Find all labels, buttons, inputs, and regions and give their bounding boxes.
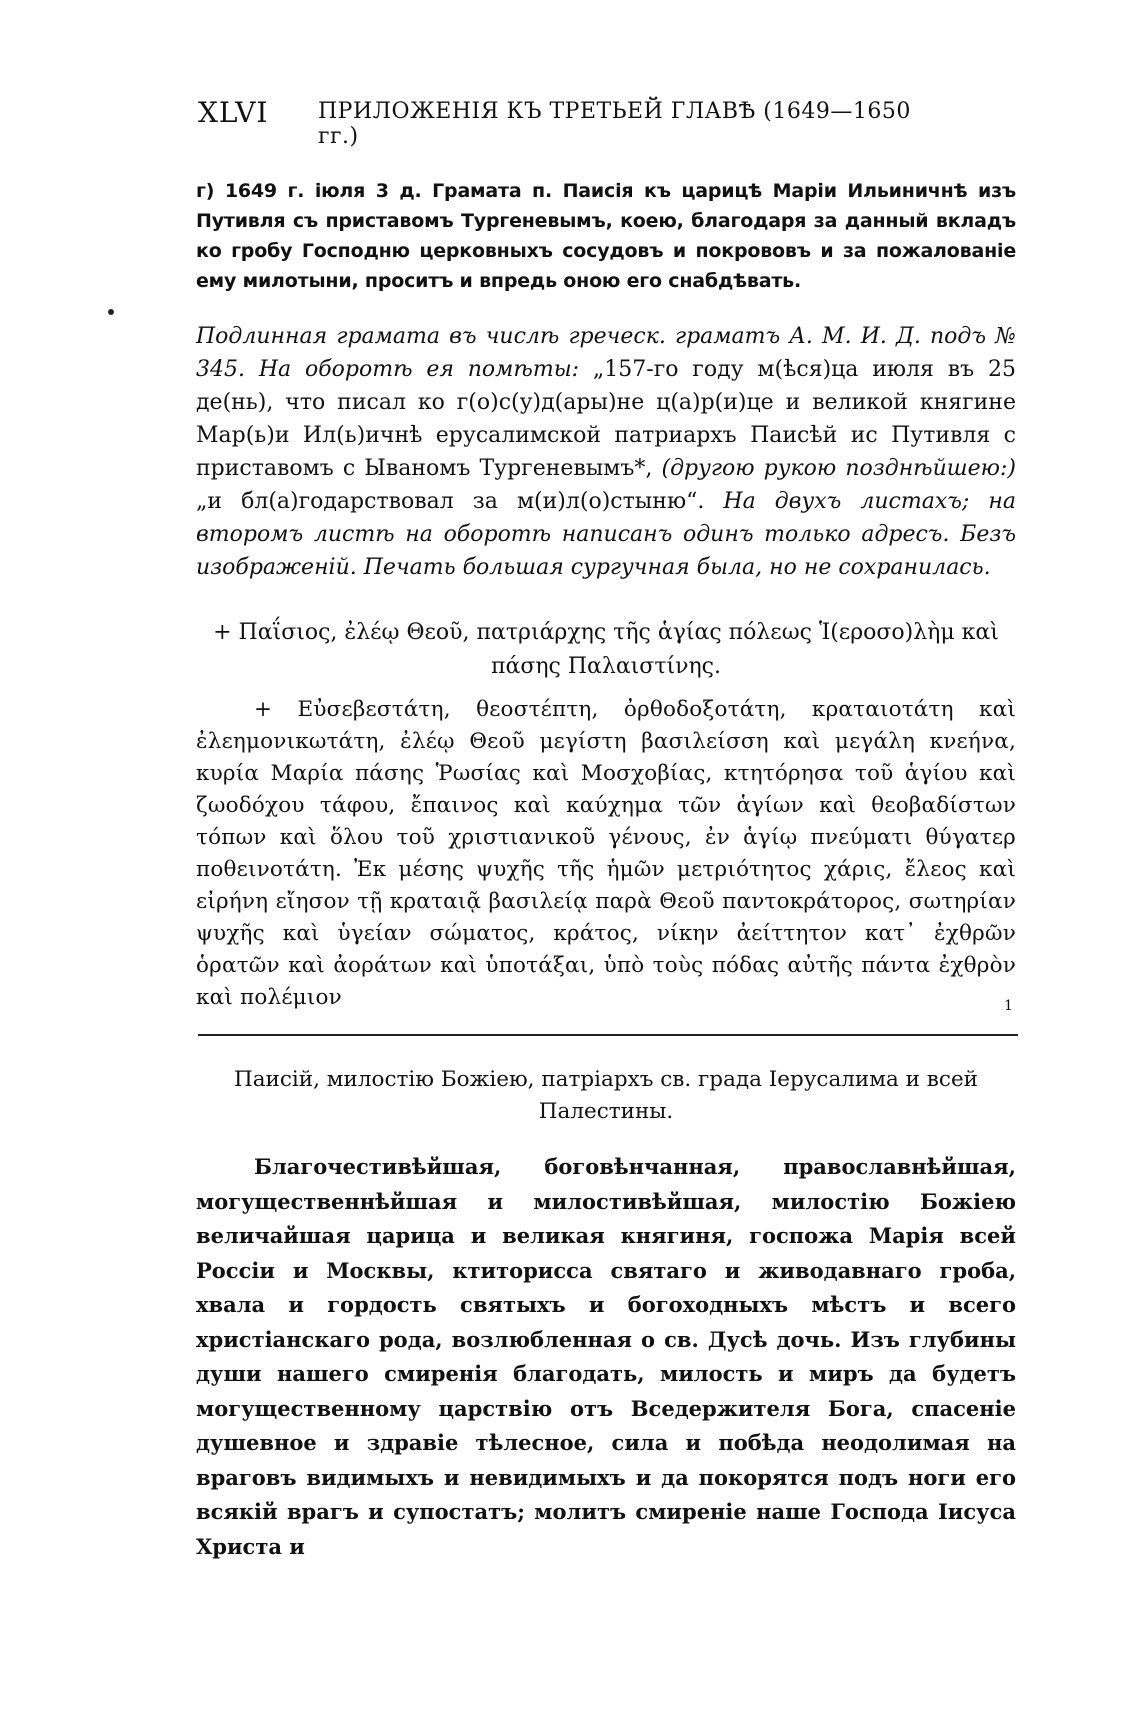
page-folio: XLVI — [198, 96, 269, 129]
translation-text — [196, 1150, 1016, 1564]
translation-intitulatio: Паисій, милостію Божіею, патріархъ св. града Іерусалима и всей Палестины. — [233, 1067, 978, 1124]
note-endorsement: „157-го году м(ѣся)ца июля въ 25 де(нь), что писал ко г(о)с(у)д(ары)не ц(а)р(и)це и великой княгине Мар(ь)и Ил(ь)ичнѣ ерусалимской патриархъ Паисѣй ис Путивля с приставомъ с Ываномъ Тургеневымъ*, — [196, 357, 1017, 481]
running-head-title: ПРИЛОЖЕНІЯ КЪ ТРЕТЬЕЙ ГЛАВѢ (1649—1650 гг.) — [318, 99, 911, 149]
note-description: На двухъ листахъ; на второмъ листѣ на оборотѣ написанъ одинъ только адресъ. Безъ изображеній. Печать большая сургучная была, но не сохранилась. — [196, 489, 1016, 580]
document-summary: г) 1649 г. іюля 3 д. Грамата п. Паисія къ царицѣ Маріи Ильиничнѣ изъ Путивля съ приставомъ Тургеневымъ, коею, благодаря за данный вкладъ ко гробу Господню церковныхъ сосудовъ и покрововъ и за пожалованіе ему милотыни, проситъ и впредь оною его снабдѣвать. — [196, 180, 1016, 292]
margin-dot — [108, 309, 114, 315]
note-later-hand: (другою рукою позднѣйшею:) — [661, 456, 1016, 481]
footnote-marker: 1 — [1004, 998, 1013, 1014]
archival-note — [196, 320, 1016, 584]
section-divider — [198, 1034, 1018, 1036]
greek-letter-text: + Εὐσεβεστάτη, θεοστέπτη, ὀρθοδοξοτάτη, κραταιοτάτη καὶ ἐλεημονικωτάτη, ἐλέῳ Θεοῦ μεγίστη βασιλείσση καὶ μεγάλη κνεήνα, κυρία Μαρία πάσης Ῥωσίας καὶ Μοσχοβίας, κτητόρησα τοῦ ἁγίου καὶ ζωοδόχου τάφου, ἔπαινος καὶ καύχημα τῶν ἁγίων καὶ θεοβαδίστων τόπων καὶ ὅλου τοῦ χριστιανικοῦ γένους, ἐν ἁγίῳ πνεύματι θύγατερ ποθεινοτάτη. Ἐκ μέσης ψυχῆς τῆς ἡμῶν μετριότητος χάρις, ἔλεος καὶ εἰρήνη εἴησον τῇ κραταιᾷ βασιλείᾳ παρὰ Θεοῦ παντοκράτορος, σωτηρίαν ψυχῆς καὶ ὑγείαν σώματος, κράτος, νίκην ἀείττητον κατ᾽ ἐχθρῶν ὁρατῶν καὶ ἀοράτων καὶ ὑποτάξαι, ὑπὸ τοὺς πόδας αὐτῆς πάντα ἐχθρὸν καὶ πολέμιον — [196, 697, 1016, 1010]
greek-intitulatio: + Παΐσιος, ἐλέῳ Θεοῦ, πατριάρχης τῆς ἁγίας πόλεως Ἱ(εροσο)λὴμ καὶ πάσης Παλαιστίνης. — [213, 620, 999, 679]
note-source-italic: Подлинная грамата въ числѣ греческ. граматъ А. М. И. Д. подъ № 345. На оборотѣ ея помѣты: — [196, 324, 1016, 382]
running-head — [198, 96, 918, 149]
note-endorsement-end: „и бл(а)годарствовал за м(и)л(о)стыню“. — [196, 489, 724, 514]
translation-text-bold: Благочестивѣйшая, боговѣнчанная, православнѣйшая, могущественнѣйшая и милостивѣйшая, милостію Божіею величайшая царица и великая княгиня, госпожа Марія всей Россіи и Москвы, ктиторисса святаго и живодавнаго гроба, хвала и гордость святыхъ и богоходныхъ мѣстъ и всего христіанскаго рода, возлюбленная о св. Дусѣ дочь. Изъ глубины души нашего смиренія благодать, милость и миръ да будетъ могущественному царствію отъ Вседержителя Бога, спасеніе душевное и здравіе тѣлесное, сила и побѣда неодолимая на враговъ видимыхъ и невидимыхъ и да покорятся подъ ноги его всякій врагъ и супостатъ; молитъ смиреніе наше Господа Іисуса Христа и — [196, 1154, 1016, 1559]
